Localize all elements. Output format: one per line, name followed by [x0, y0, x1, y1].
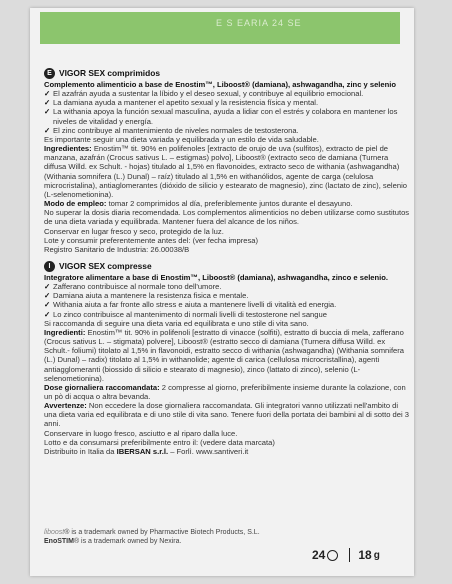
- liboost-logo: liboost: [44, 529, 65, 536]
- liboost-trademark: liboost® is a trademark owned by Pharmactive Biotech Products, S.L.: [44, 529, 260, 536]
- label-text-block: [44, 68, 410, 456]
- spanish-header: [44, 68, 410, 79]
- spanish-language-badge: E: [44, 68, 55, 79]
- check-icon: ✓: [44, 291, 51, 301]
- trademark-footer: [44, 528, 260, 546]
- weight-unit: g: [373, 549, 380, 561]
- italian-warning: Avvertenze: Non eccedere la dose giornaliera raccomandata. Gli integratori vanno utilizzati nell'ambito di una dieta varia ed equilibrata e di uno stile di vita sano. Tenere fuori della portata dei bambini al di sotto dei 3 anni.: [44, 401, 410, 429]
- check-icon: ✓: [44, 107, 51, 117]
- italian-language-badge: I: [44, 261, 55, 272]
- estimated-sign-icon: [327, 550, 338, 561]
- spanish-subtitle: Complemento alimenticio a base de Enostim™, Liboost® (damiana), ashwagandha, zinc y selenio: [44, 80, 397, 89]
- check-icon: ✓: [44, 89, 51, 99]
- spanish-ingredients: Ingredientes: Enostim™ tit. 90% en polifenoles [extracto de orujo de uva (sulfitos), extracto de piel de manzana, azafrán (Crocus sativus L. – estigmas) polvo], Liboost® (extracto seco de damiana (Turnera diffusa Willd. ex Schult. - hojas) titulado al 1,5% en flavonoides, extracto seco de withania (ashwagandha) (Withania somnifera (L.) Dunal) – raíz) titulado al 1,5% en withanólidos, agente de carga (celulosa microcristalina), antiaglomerantes (dióxido de silicio y estearato de magnesio), zinc (lactato de zinc), selenio (L-selenometionina).: [44, 144, 407, 199]
- spanish-diet-note: Es importante seguir una dieta variada y equilibrada y un estilo de vida saludable.: [44, 134, 319, 144]
- italian-claim: ✓ Lo zinco contribuisce al mantenimento di normali livelli di testosterone nel sangue: [44, 309, 327, 319]
- check-icon: ✓: [44, 300, 51, 310]
- check-icon: ✓: [44, 282, 51, 292]
- enostim-trademark: EnoSTIM® is a trademark owned by Nexira.: [44, 538, 182, 545]
- italian-claim: ✓ Damiana aiuta a mantenere la resistenza fisica e mentale.: [44, 291, 249, 301]
- spanish-claim: ✓ El azafrán ayuda a sustentar la líbido y el deseo sexual, y contribuye al equilibrio emocional.: [44, 89, 364, 99]
- spanish-usage: Modo de empleo: tomar 2 comprimidos al día, preferiblemente juntos durante el desayuno.: [44, 199, 353, 209]
- spanish-storage: Conservar en lugar fresco y seco, protegido de la luz.: [44, 226, 224, 236]
- spanish-warning: No superar la dosis diaria recomendada. Los complementos alimenticios no deben utilizarse como sustitutos de una dieta variada y equilibrada. Mantener fuera del alcance de los niños.: [44, 208, 410, 227]
- spanish-claim: ✓ La damiana ayuda a mantener el apetito sexual y la resistencia física y mental.: [44, 98, 319, 108]
- italian-distributor: Distribuito in Italia da IBERSAN s.r.l. – Forlì. www.santiveri.it: [44, 446, 249, 456]
- spanish-title: VIGOR SEX comprimidos: [59, 67, 160, 78]
- tablet-count: 24: [312, 548, 326, 562]
- check-icon: ✓: [44, 125, 51, 135]
- net-weight: 18: [358, 548, 372, 562]
- green-brand-band: [40, 12, 400, 44]
- italian-ingredients: Ingredienti: Enostim™ tit. 90% in polifenoli [estratto di vinacce (solfiti), estratto di buccia di mela, zafferano (Crocus sativus L. – stigmata) polvere], Liboost® (estratto secco di damiana (Turnera diffusa Willd. ex Schult.- foliumi) titolato al 1,5% in flavonoidi, estratto secco di withania (ashwagandha) (Withania somnifera (L.) Dunal) – radix) titolato al 1,5% in withanolide; agente di carica (cellulosa microcristallina), agenti antiagglomeranti (biossido di silicio e stearato di magnesio), zinco (lattato di zinco), selenio (L-selenometionina).: [44, 327, 405, 383]
- separator: [349, 548, 350, 562]
- enostim-logo: EnoSTIM: [44, 538, 74, 545]
- italian-title: VIGOR SEX compresse: [59, 260, 152, 271]
- band-text: E S EARIA 24 SE: [216, 18, 302, 28]
- spanish-registry: Registro Sanitario de Industria: 26.00038/B: [44, 244, 190, 254]
- spanish-claim: ✓ El zinc contribuye al mantenimiento de niveles normales de testosterona.: [44, 125, 299, 135]
- check-icon: ✓: [44, 98, 51, 108]
- check-icon: ✓: [44, 309, 51, 319]
- italian-lot: Lotto e da consumarsi preferibilmente entro il: (vedere data marcata): [44, 437, 275, 447]
- italian-diet-note: Si raccomanda di seguire una dieta varia ed equilibrata e uno stile di vita sano.: [44, 318, 309, 328]
- italian-subtitle: Integratore alimentare a base di Enostim™, Liboost® (damiana), ashwagandha, zinco e selenio.: [44, 272, 389, 282]
- italian-claim: ✓ Zafferano contribuisce al normale tono dell'umore.: [44, 282, 222, 292]
- net-contents: [312, 548, 380, 562]
- italian-storage: Conservare in luogo fresco, asciutto e al riparo dalla luce.: [44, 428, 238, 438]
- italian-dose: Dose giornaliera raccomandata: 2 compresse al giorno, preferibilmente insieme durante la colazione, con un pò di acqua o altra bevanda.: [44, 382, 406, 401]
- spanish-lot: Lote y consumir preferentemente antes del: (ver fecha impresa): [44, 235, 258, 245]
- spanish-claim: ✓ La withania apoya la función sexual masculina, ayuda a lidiar con el estrés y colabora en mantener los niveles de vitalidad y energía.: [44, 107, 398, 126]
- italian-header: [44, 261, 410, 272]
- italian-claim: ✓ Withania aiuta a far fronte allo stress e aiuta a mantenere livelli di vitalità ed energia.: [44, 300, 337, 310]
